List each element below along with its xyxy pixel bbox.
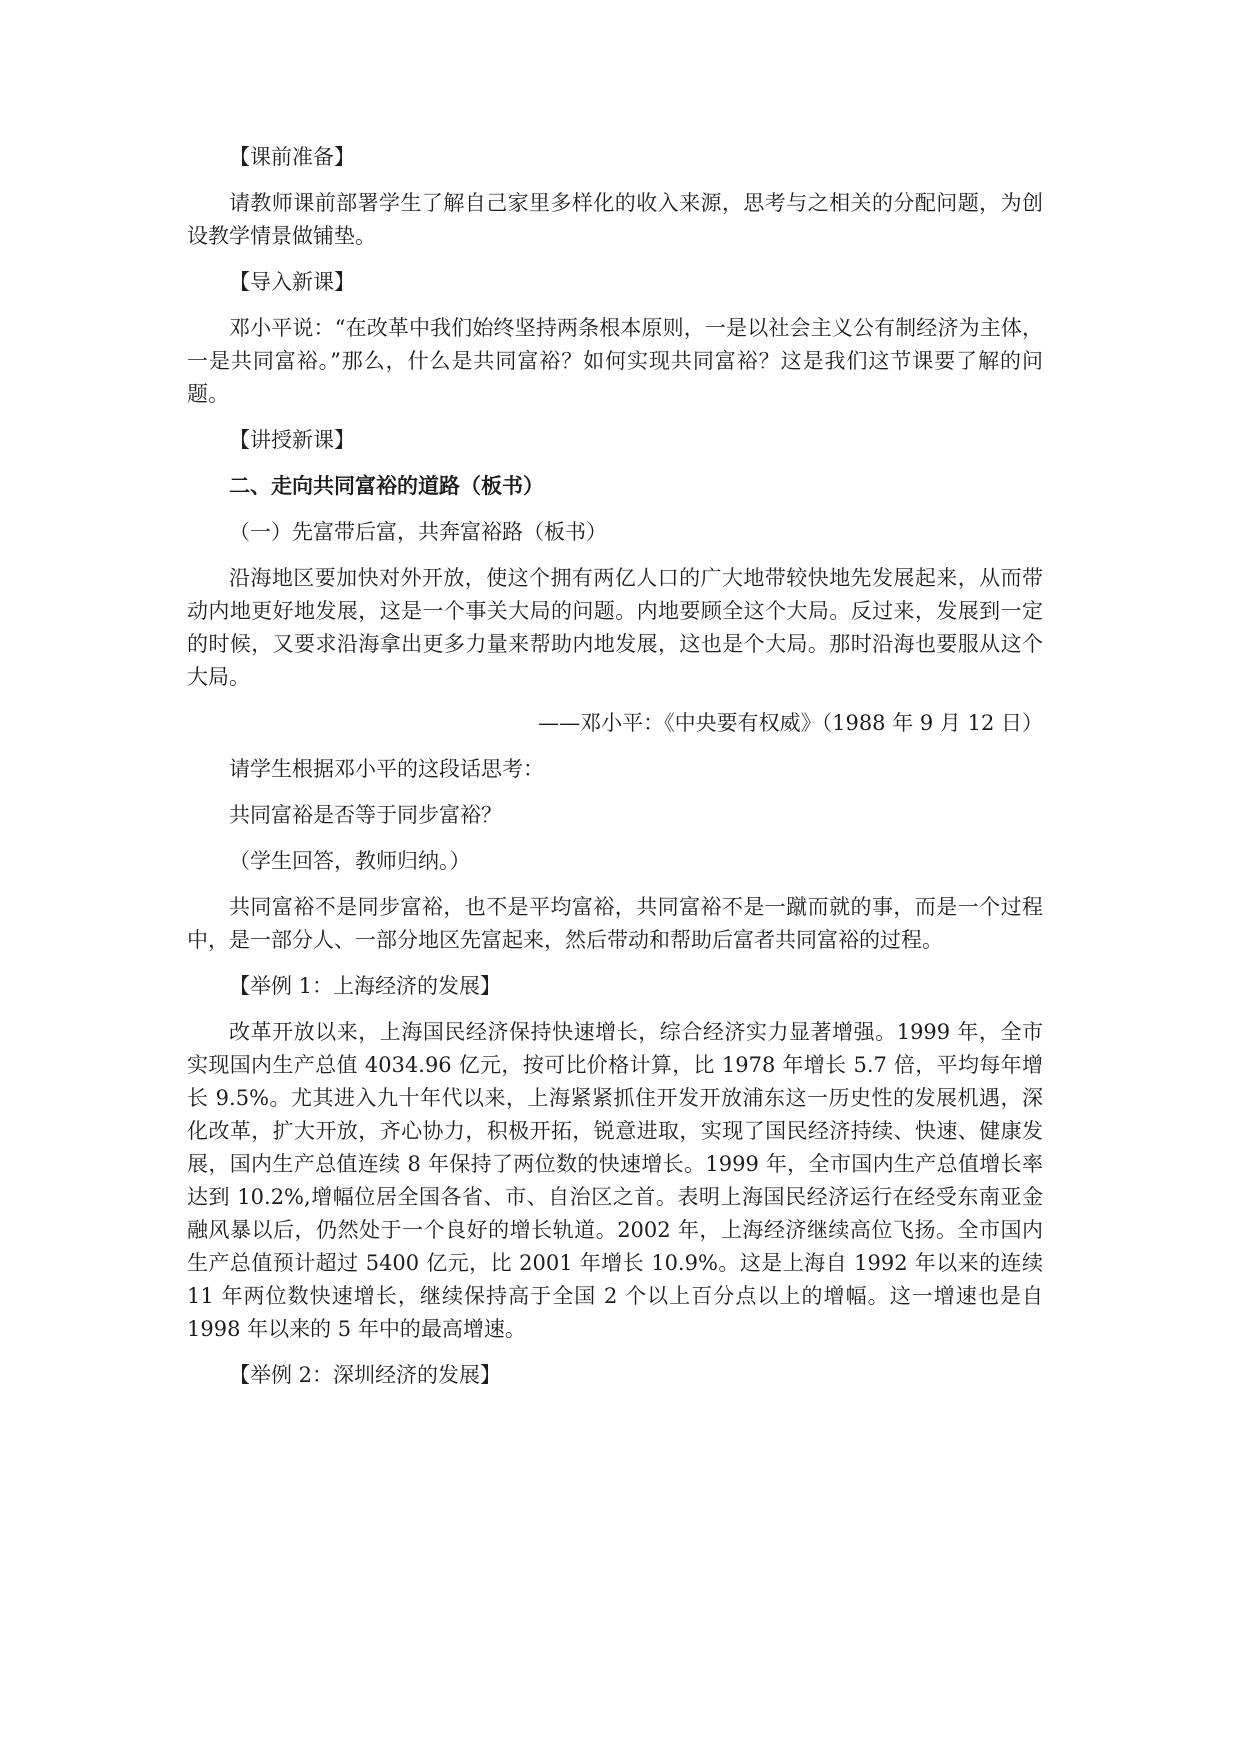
heading-road-to-common-prosperity: 二、走向共同富裕的道路（板书） [229, 474, 544, 498]
paragraph-shanghai-economic-development: 改革开放以来，上海国民经济保持快速增长，综合经济实力显著增强。1999 年，全市实现国内生产总值 4034.96 亿元，按可比价格计算，比 1978 年增长 5.7 倍，平均每年增长 9.5%。尤其进入九十年代以来，上海紧紧抓住开发开放浦东这一历史性的发展机遇，深化改革，扩大开放，齐心协力，积极开拓，锐意进取，实现了国民经济持续、快速、健康发展，国内生产总值连续 8 年保持了两位数的快速增长。1999 年，全市国内生产总值增长率达到 10.2%,增幅位居全国各省、市、自治区之首。表明上海国民经济运行在经受东南亚金融风暴以后，仍然处于一个良好的增长轨道。2002 年，上海经济继续高位飞扬。全市国内生产总值预计超过 5400 亿元，比 2001 年增长 10.9%。这是上海自 1992 年以来的连续 11 年两位数快速增长，继续保持高于全国 2 个以上百分点以上的增幅。这一增速也是自 1998 年以来的 5 年中的最高增速。 [187, 1020, 1043, 1341]
paragraph-common-prosperity-is-a-process: 共同富裕不是同步富裕，也不是平均富裕，共同富裕不是一蹴而就的事，而是一个过程中，是一部分人、一部分地区先富起来，然后带动和帮助后富者共同富裕的过程。 [187, 895, 1043, 952]
section-header-lesson-introduction: 【导入新课】 [229, 270, 355, 294]
paragraph-coastal-regions-quote: 沿海地区要加快对外开放，使这个拥有两亿人口的广大地带较快地先发展起来，从而带动内地更好地发展，这是一个事关大局的问题。内地要顾全这个大局。反过来，发展到一定的时候，又要求沿海拿出更多力量来帮助内地发展，这也是个大局。那时沿海也要服从这个大局。 [187, 566, 1043, 689]
line-ask-students-to-think: 请学生根据邓小平的这段话思考： [229, 757, 544, 781]
quote-attribution-deng-xiaoping: ——邓小平：《中央要有权威》（1988 年 9 月 12 日） [538, 711, 1043, 735]
paragraph-deng-xiaoping-quote-intro: 邓小平说：“在改革中我们始终坚持两条根本原则，一是以社会主义公有制经济为主体，一是共同富裕。”那么，什么是共同富裕？如何实现共同富裕？这是我们这节课要了解的问题。 [187, 316, 1043, 406]
section-header-pre-class-preparation: 【课前准备】 [229, 145, 355, 169]
paragraph-pre-class-instructions: 请教师课前部署学生了解自己家里多样化的收入来源，思考与之相关的分配问题，为创设教学情景做铺垫。 [187, 191, 1043, 248]
section-header-example-2-shenzhen-economy: 【举例 2：深圳经济的发展】 [229, 1363, 502, 1387]
line-students-answer-teacher-summarizes: （学生回答，教师归纳。） [229, 849, 471, 873]
section-header-teach-new-lesson: 【讲授新课】 [229, 428, 355, 452]
sub-heading-rich-first-lead-later: （一）先富带后富，共奔富裕路（板书） [229, 520, 607, 544]
section-header-example-1-shanghai-economy: 【举例 1：上海经济的发展】 [229, 974, 502, 998]
line-question-common-vs-simultaneous-prosperity: 共同富裕是否等于同步富裕？ [229, 803, 502, 827]
document-body [187, 128, 1043, 1405]
